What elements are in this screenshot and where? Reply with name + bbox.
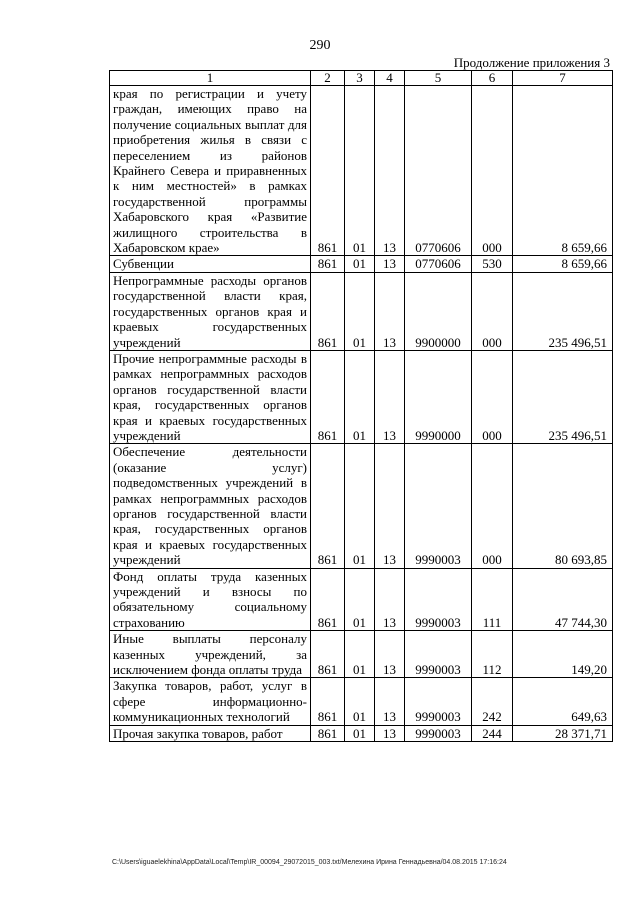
- target-article-cell: 9990003: [405, 631, 472, 678]
- ministry-code-cell: 861: [311, 725, 345, 741]
- target-article-cell: 9990003: [405, 444, 472, 568]
- column-header: 7: [513, 71, 613, 86]
- amount-cell: 649,63: [513, 678, 613, 725]
- row-name-cell: Субвенции: [110, 256, 311, 272]
- section-code-cell: 01: [345, 444, 375, 568]
- expense-type-cell: 111: [472, 568, 513, 631]
- row-name-cell: Прочие непрограммные расходы в рамках непрограммных расходов органов государственной власти края, государственных органов края и краевых государственных учреждений: [110, 350, 311, 443]
- ministry-code-cell: 861: [311, 256, 345, 272]
- row-name-cell: края по регистрации и учету граждан, имеющих право на получение социальных выплат для приобретения жилья в связи с переселением из районов Крайнего Севера и приравненных к ним местностей» в рамках государственной программы Хабаровского края «Развитие жилищного строительства в Хабаровском крае»: [110, 86, 311, 256]
- section-code-cell: 01: [345, 350, 375, 443]
- section-code-cell: 01: [345, 725, 375, 741]
- row-name-cell: Прочая закупка товаров, работ: [110, 725, 311, 741]
- section-code-cell: 01: [345, 678, 375, 725]
- table-row: [110, 444, 613, 568]
- amount-cell: 149,20: [513, 631, 613, 678]
- amount-cell: 235 496,51: [513, 350, 613, 443]
- expense-type-cell: 112: [472, 631, 513, 678]
- column-header: 5: [405, 71, 472, 86]
- ministry-code-cell: 861: [311, 631, 345, 678]
- subsection-code-cell: 13: [375, 678, 405, 725]
- amount-cell: 8 659,66: [513, 86, 613, 256]
- section-code-cell: 01: [345, 272, 375, 350]
- target-article-cell: 9990000: [405, 350, 472, 443]
- subsection-code-cell: 13: [375, 86, 405, 256]
- subsection-code-cell: 13: [375, 256, 405, 272]
- amount-cell: 28 371,71: [513, 725, 613, 741]
- section-code-cell: 01: [345, 256, 375, 272]
- target-article-cell: 0770606: [405, 86, 472, 256]
- target-article-cell: 9900000: [405, 272, 472, 350]
- subsection-code-cell: 13: [375, 725, 405, 741]
- subsection-code-cell: 13: [375, 350, 405, 443]
- ministry-code-cell: 861: [311, 86, 345, 256]
- expense-type-cell: 242: [472, 678, 513, 725]
- table-row: [110, 350, 613, 443]
- amount-cell: 80 693,85: [513, 444, 613, 568]
- row-name-cell: Непрограммные расходы органов государственной власти края, государственных органов края и краевых государственных учреждений: [110, 272, 311, 350]
- expense-type-cell: 000: [472, 86, 513, 256]
- subsection-code-cell: 13: [375, 631, 405, 678]
- subsection-code-cell: 13: [375, 444, 405, 568]
- row-name-cell: Фонд оплаты труда казенных учреждений и взносы по обязательному социальному страхованию: [110, 568, 311, 631]
- expense-type-cell: 244: [472, 725, 513, 741]
- ministry-code-cell: 861: [311, 678, 345, 725]
- expense-type-cell: 000: [472, 444, 513, 568]
- ministry-code-cell: 861: [311, 444, 345, 568]
- expense-type-cell: 000: [472, 272, 513, 350]
- column-header: 6: [472, 71, 513, 86]
- ministry-code-cell: 861: [311, 272, 345, 350]
- table-row: [110, 725, 613, 741]
- footer-file-path: C:\Users\iguaelekhina\AppData\Local\Temp\IR_00094_29072015_003.txt/Мелехина Ирина Геннадьевна/04.08.2015 17:16:24: [112, 859, 507, 866]
- table-row: [110, 272, 613, 350]
- section-code-cell: 01: [345, 631, 375, 678]
- section-code-cell: 01: [345, 568, 375, 631]
- column-header: 1: [110, 71, 311, 86]
- subsection-code-cell: 13: [375, 568, 405, 631]
- amount-cell: 8 659,66: [513, 256, 613, 272]
- row-name-cell: Иные выплаты персоналу казенных учреждений, за исключением фонда оплаты труда: [110, 631, 311, 678]
- table-row: [110, 256, 613, 272]
- amount-cell: 47 744,30: [513, 568, 613, 631]
- table-row: [110, 568, 613, 631]
- budget-table: [109, 70, 613, 742]
- table-row: [110, 86, 613, 256]
- section-code-cell: 01: [345, 86, 375, 256]
- table-header-row: [110, 71, 613, 86]
- expense-type-cell: 000: [472, 350, 513, 443]
- table-row: [110, 678, 613, 725]
- target-article-cell: 9990003: [405, 725, 472, 741]
- ministry-code-cell: 861: [311, 568, 345, 631]
- subsection-code-cell: 13: [375, 272, 405, 350]
- page-number: 290: [309, 38, 331, 53]
- row-name-cell: Закупка товаров, работ, услуг в сфере информационно-коммуникационных технологий: [110, 678, 311, 725]
- ministry-code-cell: 861: [311, 350, 345, 443]
- row-name-cell: Обеспечение деятельности (оказание услуг) подведомственных учреждений в рамках непрограммных расходов органов государственной власти края, государственных органов края и краевых государственных учреждений: [110, 444, 311, 568]
- expense-type-cell: 530: [472, 256, 513, 272]
- column-header: 4: [375, 71, 405, 86]
- column-header: 2: [311, 71, 345, 86]
- target-article-cell: 9990003: [405, 678, 472, 725]
- column-header: 3: [345, 71, 375, 86]
- target-article-cell: 0770606: [405, 256, 472, 272]
- target-article-cell: 9990003: [405, 568, 472, 631]
- table-row: [110, 631, 613, 678]
- appendix-continuation-note: Продолжение приложения 3: [453, 55, 610, 70]
- amount-cell: 235 496,51: [513, 272, 613, 350]
